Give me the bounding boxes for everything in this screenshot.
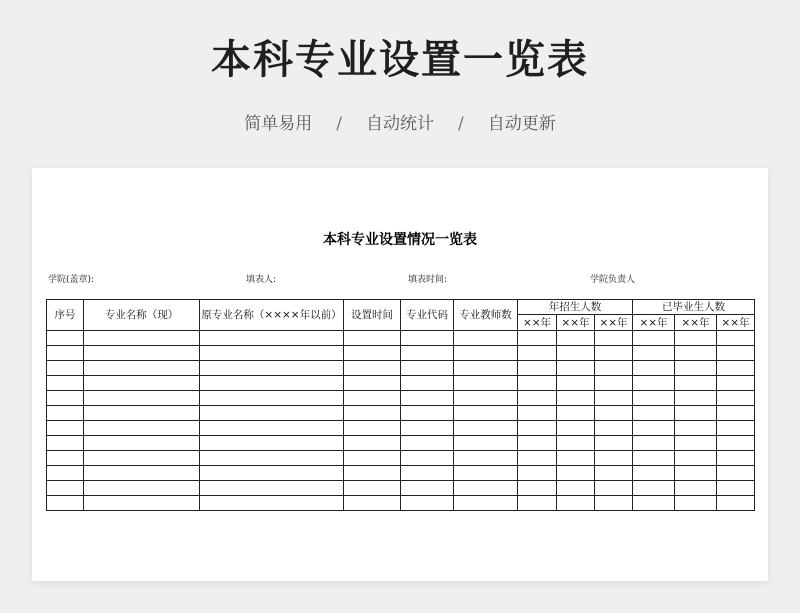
table-row: [47, 376, 755, 391]
table-row: [47, 406, 755, 421]
header-seq: 序号: [47, 300, 84, 331]
tagline: [0, 112, 800, 136]
table-cell[interactable]: [401, 451, 454, 466]
table-cell[interactable]: [454, 451, 518, 466]
table-cell[interactable]: [717, 331, 755, 346]
table-cell[interactable]: [344, 481, 401, 496]
table-cell[interactable]: [518, 376, 557, 391]
table-cell[interactable]: [401, 496, 454, 511]
table-cell[interactable]: [717, 391, 755, 406]
table-cell[interactable]: [557, 361, 595, 376]
header-year: ××年: [633, 315, 675, 331]
table-cell[interactable]: [633, 466, 675, 481]
table-cell[interactable]: [675, 496, 717, 511]
table-cell[interactable]: [344, 496, 401, 511]
table-cell[interactable]: [557, 391, 595, 406]
header-year: ××年: [675, 315, 717, 331]
header-year: ××年: [717, 315, 755, 331]
table-cell[interactable]: [518, 496, 557, 511]
table-cell[interactable]: [595, 481, 633, 496]
table-cell[interactable]: [595, 421, 633, 436]
table-cell[interactable]: [595, 496, 633, 511]
table-cell[interactable]: [454, 406, 518, 421]
table-cell[interactable]: [633, 496, 675, 511]
table-cell[interactable]: [200, 436, 344, 451]
major-setup-table: [46, 299, 755, 511]
header-year: ××年: [518, 315, 557, 331]
table-cell[interactable]: [84, 436, 200, 451]
table-cell[interactable]: [344, 406, 401, 421]
table-row: [47, 451, 755, 466]
table-cell[interactable]: [595, 406, 633, 421]
table-cell[interactable]: [717, 376, 755, 391]
table-cell[interactable]: [47, 361, 84, 376]
header-major-code: 专业代码: [401, 300, 454, 331]
table-cell[interactable]: [47, 496, 84, 511]
header-year: ××年: [595, 315, 633, 331]
table-cell[interactable]: [675, 421, 717, 436]
table-cell[interactable]: [557, 331, 595, 346]
filler-label: 填表人:: [246, 275, 277, 285]
table-cell[interactable]: [401, 481, 454, 496]
table-cell[interactable]: [401, 466, 454, 481]
table-cell[interactable]: [84, 406, 200, 421]
table-cell[interactable]: [595, 331, 633, 346]
table-cell[interactable]: [47, 466, 84, 481]
table-cell[interactable]: [595, 391, 633, 406]
table-cell[interactable]: [344, 466, 401, 481]
table-cell[interactable]: [47, 391, 84, 406]
tag-auto-update: 自动更新: [487, 114, 556, 134]
page-title: 本科专业设置一览表: [211, 37, 589, 83]
table-cell[interactable]: [633, 406, 675, 421]
table-cell[interactable]: [557, 436, 595, 451]
table-cell[interactable]: [518, 346, 557, 361]
table-cell[interactable]: [717, 346, 755, 361]
table-cell[interactable]: [557, 376, 595, 391]
table-cell[interactable]: [401, 406, 454, 421]
header-year: ××年: [557, 315, 595, 331]
table-cell[interactable]: [595, 451, 633, 466]
table-cell[interactable]: [200, 496, 344, 511]
table-cell[interactable]: [633, 421, 675, 436]
table-cell[interactable]: [344, 436, 401, 451]
table-cell[interactable]: [717, 436, 755, 451]
header-enrollment: 年招生人数: [518, 300, 633, 315]
college-head-label: 学院负责人: [590, 275, 636, 285]
table-cell[interactable]: [518, 466, 557, 481]
header-major-original: 原专业名称（××××年以前）: [200, 300, 344, 331]
table-cell[interactable]: [344, 361, 401, 376]
table-cell[interactable]: [518, 391, 557, 406]
table-cell[interactable]: [675, 391, 717, 406]
table-cell[interactable]: [633, 361, 675, 376]
table-cell[interactable]: [675, 331, 717, 346]
header-major-current: 专业名称（现）: [84, 300, 200, 331]
table-cell[interactable]: [675, 436, 717, 451]
table-body: [47, 331, 755, 511]
table-cell[interactable]: [401, 346, 454, 361]
table-cell[interactable]: [344, 391, 401, 406]
table-cell[interactable]: [633, 331, 675, 346]
table-cell[interactable]: [84, 361, 200, 376]
table-cell[interactable]: [675, 361, 717, 376]
college-stamp-label: 学院(盖章):: [48, 275, 95, 285]
table-cell[interactable]: [84, 391, 200, 406]
table-cell[interactable]: [84, 451, 200, 466]
table-cell[interactable]: [595, 436, 633, 451]
table-cell[interactable]: [47, 451, 84, 466]
table-cell[interactable]: [84, 496, 200, 511]
table-cell[interactable]: [675, 451, 717, 466]
table-cell[interactable]: [633, 391, 675, 406]
table-cell[interactable]: [47, 331, 84, 346]
table-cell[interactable]: [47, 436, 84, 451]
table-cell[interactable]: [200, 466, 344, 481]
table-cell[interactable]: [717, 361, 755, 376]
table-cell[interactable]: [84, 481, 200, 496]
table-row: [47, 436, 755, 451]
table-cell[interactable]: [454, 421, 518, 436]
table-cell[interactable]: [675, 466, 717, 481]
table-cell[interactable]: [344, 421, 401, 436]
table-cell[interactable]: [454, 466, 518, 481]
fill-date-label: 填表时间:: [408, 275, 448, 285]
table-cell[interactable]: [518, 331, 557, 346]
table-cell[interactable]: [518, 481, 557, 496]
table-cell[interactable]: [454, 436, 518, 451]
table-cell[interactable]: [454, 496, 518, 511]
table-cell[interactable]: [557, 421, 595, 436]
table-cell[interactable]: [401, 376, 454, 391]
table-cell[interactable]: [47, 481, 84, 496]
table-row: [47, 361, 755, 376]
table-cell[interactable]: [401, 436, 454, 451]
table-cell[interactable]: [47, 376, 84, 391]
table-cell[interactable]: [84, 346, 200, 361]
table-cell[interactable]: [595, 346, 633, 361]
table-cell[interactable]: [595, 376, 633, 391]
table-cell[interactable]: [518, 421, 557, 436]
table-cell[interactable]: [717, 481, 755, 496]
table-cell[interactable]: [518, 406, 557, 421]
table-cell[interactable]: [200, 346, 344, 361]
table-cell[interactable]: [200, 421, 344, 436]
table-cell[interactable]: [557, 406, 595, 421]
table-cell[interactable]: [344, 451, 401, 466]
table-cell[interactable]: [401, 361, 454, 376]
table-cell[interactable]: [633, 481, 675, 496]
table-cell[interactable]: [675, 376, 717, 391]
tag-auto-stat: 自动统计: [366, 114, 434, 134]
table-cell[interactable]: [518, 451, 557, 466]
table-cell[interactable]: [675, 346, 717, 361]
tag-easy: 简单易用: [244, 114, 313, 134]
table-row: [47, 496, 755, 511]
table-cell[interactable]: [633, 451, 675, 466]
table-cell[interactable]: [557, 481, 595, 496]
table-cell[interactable]: [518, 361, 557, 376]
table-cell[interactable]: [717, 451, 755, 466]
table-cell[interactable]: [200, 361, 344, 376]
table-cell[interactable]: [518, 436, 557, 451]
table-cell[interactable]: [675, 406, 717, 421]
header-setup-time: 设置时间: [344, 300, 401, 331]
table-cell[interactable]: [84, 376, 200, 391]
table-cell[interactable]: [84, 421, 200, 436]
tag-separator: /: [336, 114, 342, 134]
table-cell[interactable]: [454, 346, 518, 361]
table-cell[interactable]: [200, 376, 344, 391]
table-cell[interactable]: [633, 376, 675, 391]
table-cell[interactable]: [717, 496, 755, 511]
table-cell[interactable]: [454, 481, 518, 496]
table-row: [47, 481, 755, 496]
header-graduates: 已毕业生人数: [633, 300, 755, 315]
table-header-row: [47, 300, 755, 315]
table-row: [47, 346, 755, 361]
table-cell[interactable]: [401, 331, 454, 346]
table-cell[interactable]: [675, 481, 717, 496]
table-cell[interactable]: [47, 406, 84, 421]
table-cell[interactable]: [717, 421, 755, 436]
table-row: [47, 421, 755, 436]
table-cell[interactable]: [344, 346, 401, 361]
table-cell[interactable]: [557, 496, 595, 511]
table-row: [47, 391, 755, 406]
table-cell[interactable]: [633, 436, 675, 451]
table-cell[interactable]: [200, 331, 344, 346]
table-cell[interactable]: [557, 346, 595, 361]
table-cell[interactable]: [344, 331, 401, 346]
table-cell[interactable]: [595, 361, 633, 376]
table-cell[interactable]: [595, 466, 633, 481]
table-cell[interactable]: [557, 451, 595, 466]
table-cell[interactable]: [717, 466, 755, 481]
document-sheet: [32, 168, 768, 581]
document-title: 本科专业设置情况一览表: [323, 232, 477, 248]
table-cell[interactable]: [200, 451, 344, 466]
table-cell[interactable]: [557, 466, 595, 481]
table-cell[interactable]: [200, 391, 344, 406]
table-cell[interactable]: [454, 331, 518, 346]
table-cell[interactable]: [84, 331, 200, 346]
table-cell[interactable]: [200, 406, 344, 421]
table-cell[interactable]: [84, 466, 200, 481]
table-cell[interactable]: [401, 391, 454, 406]
table-cell[interactable]: [47, 346, 84, 361]
table-cell[interactable]: [401, 421, 454, 436]
table-cell[interactable]: [344, 376, 401, 391]
table-cell[interactable]: [633, 346, 675, 361]
table-cell[interactable]: [200, 481, 344, 496]
table-cell[interactable]: [454, 361, 518, 376]
table-row: [47, 466, 755, 481]
table-cell[interactable]: [454, 376, 518, 391]
table-row: [47, 331, 755, 346]
table-cell[interactable]: [47, 421, 84, 436]
header-teacher-count: 专业教师数: [454, 300, 518, 331]
table-cell[interactable]: [717, 406, 755, 421]
tag-separator: /: [458, 114, 464, 134]
table-cell[interactable]: [454, 391, 518, 406]
